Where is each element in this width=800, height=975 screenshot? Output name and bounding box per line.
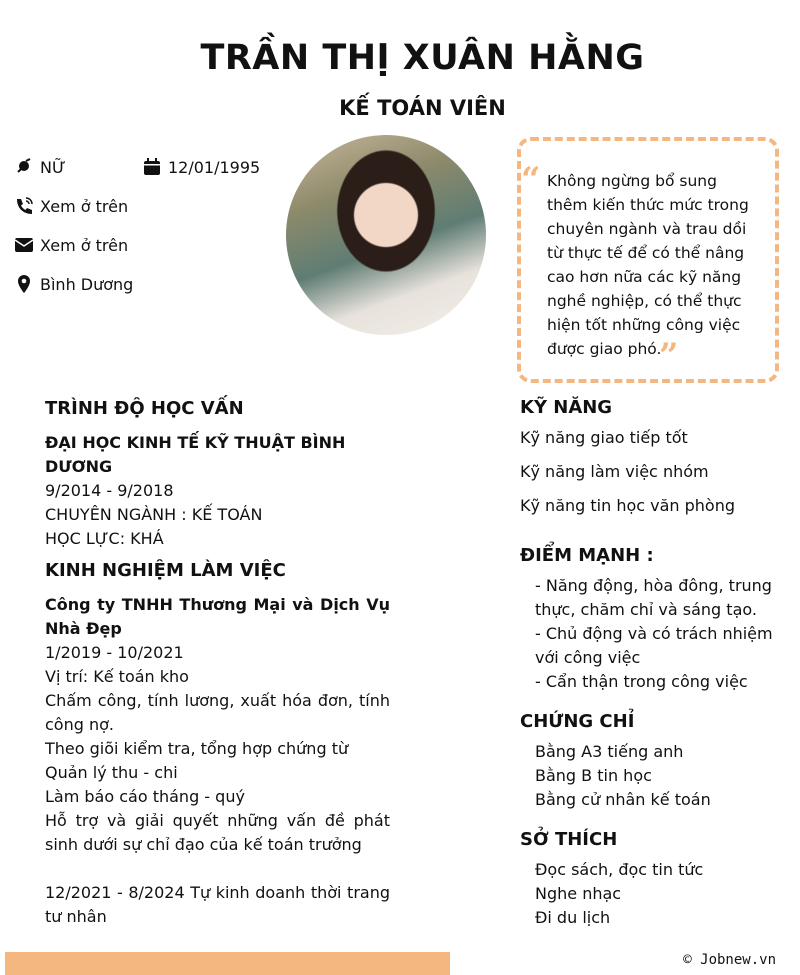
gender-row bbox=[14, 157, 66, 177]
experience-position: Vị trí: Kế toán kho bbox=[45, 667, 189, 686]
school-name: ĐẠI HỌC KINH TẾ KỸ THUẬT BÌNH DƯƠNG bbox=[45, 433, 346, 476]
profile-photo bbox=[286, 135, 486, 335]
strengths-section bbox=[520, 545, 775, 694]
job-title: KẾ TOÁN VIÊN bbox=[339, 96, 506, 120]
phone-icon bbox=[14, 196, 34, 216]
strength-item: - Chủ động và có trách nhiệm với công việc bbox=[535, 624, 773, 667]
footer-accent-bar bbox=[5, 952, 450, 975]
close-quote-icon: ” bbox=[659, 336, 679, 376]
phone-row bbox=[14, 196, 128, 216]
education-major: CHUYÊN NGÀNH : KẾ TOÁN bbox=[45, 505, 263, 524]
education-heading: TRÌNH ĐỘ HỌC VẤN bbox=[45, 398, 244, 419]
company-name: Công ty TNHH Thương Mại và Dịch Vụ Nhà Đẹp bbox=[45, 595, 390, 638]
strengths-heading: ĐIỂM MẠNH : bbox=[520, 545, 654, 566]
gender-icon bbox=[14, 157, 34, 177]
education-grade: HỌC LỰC: KHÁ bbox=[45, 529, 164, 548]
other-experience: 12/2021 - 8/2024 Tự kinh doanh thời trang tư nhân bbox=[45, 883, 390, 926]
certificate-item: Bằng cử nhân kế toán bbox=[535, 790, 711, 809]
certificate-item: Bằng A3 tiếng anh bbox=[535, 742, 684, 761]
duty-item: Chấm công, tính lương, xuất hóa đơn, tính công nợ. bbox=[45, 691, 390, 734]
experience-heading: KINH NGHIỆM LÀM VIỆC bbox=[45, 560, 286, 581]
skills-heading: KỸ NĂNG bbox=[520, 397, 613, 418]
hobby-item: Nghe nhạc bbox=[535, 884, 622, 903]
skill-item: Kỹ năng tin học văn phòng bbox=[520, 496, 736, 515]
hobbies-heading: SỞ THÍCH bbox=[520, 829, 618, 850]
career-objective-box bbox=[517, 137, 779, 383]
education-section bbox=[45, 398, 390, 551]
duty-item: Theo giõi kiểm tra, tổng hợp chứng từ bbox=[45, 739, 349, 758]
skill-item: Kỹ năng làm việc nhóm bbox=[520, 462, 709, 481]
hobbies-section bbox=[520, 829, 775, 930]
hobby-item: Đi du lịch bbox=[535, 908, 611, 927]
experience-period: 1/2019 - 10/2021 bbox=[45, 643, 184, 662]
strength-item: - Năng động, hòa đông, trung thực, chăm chỉ và sáng tạo. bbox=[535, 576, 772, 619]
dob-value: 12/01/1995 bbox=[168, 157, 261, 177]
skill-item: Kỹ năng giao tiếp tốt bbox=[520, 428, 688, 447]
address-value: Bình Dương bbox=[40, 274, 134, 294]
strength-item: - Cẩn thận trong công việc bbox=[535, 672, 748, 691]
envelope-icon bbox=[14, 235, 34, 255]
candidate-name: TRẦN THỊ XUÂN HẰNG bbox=[200, 38, 645, 78]
duty-item: Làm báo cáo tháng - quý bbox=[45, 787, 245, 806]
location-pin-icon bbox=[14, 274, 34, 294]
email-row bbox=[14, 235, 128, 255]
skills-section bbox=[520, 397, 775, 528]
certificates-section bbox=[520, 711, 775, 812]
hobby-item: Đọc sách, đọc tin tức bbox=[535, 860, 704, 879]
gender-value: NỮ bbox=[40, 157, 66, 177]
address-row bbox=[14, 274, 133, 294]
career-objective-text: Không ngừng bổ sung thêm kiến thức mức trong chuyên ngành và trau dồi từ thực tế để có thể nâng cao hơn nữa các kỹ năng nghề nghiệp, có thể thực hiện tốt những công việc được giao phó. bbox=[547, 172, 749, 358]
duty-item: Quản lý thu - chi bbox=[45, 763, 178, 782]
education-period: 9/2014 - 9/2018 bbox=[45, 481, 174, 500]
dob-row bbox=[142, 157, 260, 177]
open-quote-icon: “ bbox=[521, 160, 541, 200]
certificate-item: Bằng B tin học bbox=[535, 766, 652, 785]
certificates-heading: CHỨNG CHỈ bbox=[520, 711, 635, 732]
experience-section bbox=[45, 560, 390, 929]
duty-item: Hỗ trợ và giải quyết những vấn đề phát sinh dưới sự chỉ đạo của kế toán trưởng bbox=[45, 811, 390, 854]
email-value: Xem ở trên bbox=[40, 235, 129, 255]
footer-credit: © Jobnew.vn bbox=[683, 952, 776, 968]
calendar-icon bbox=[142, 157, 162, 177]
phone-value: Xem ở trên bbox=[40, 196, 129, 216]
